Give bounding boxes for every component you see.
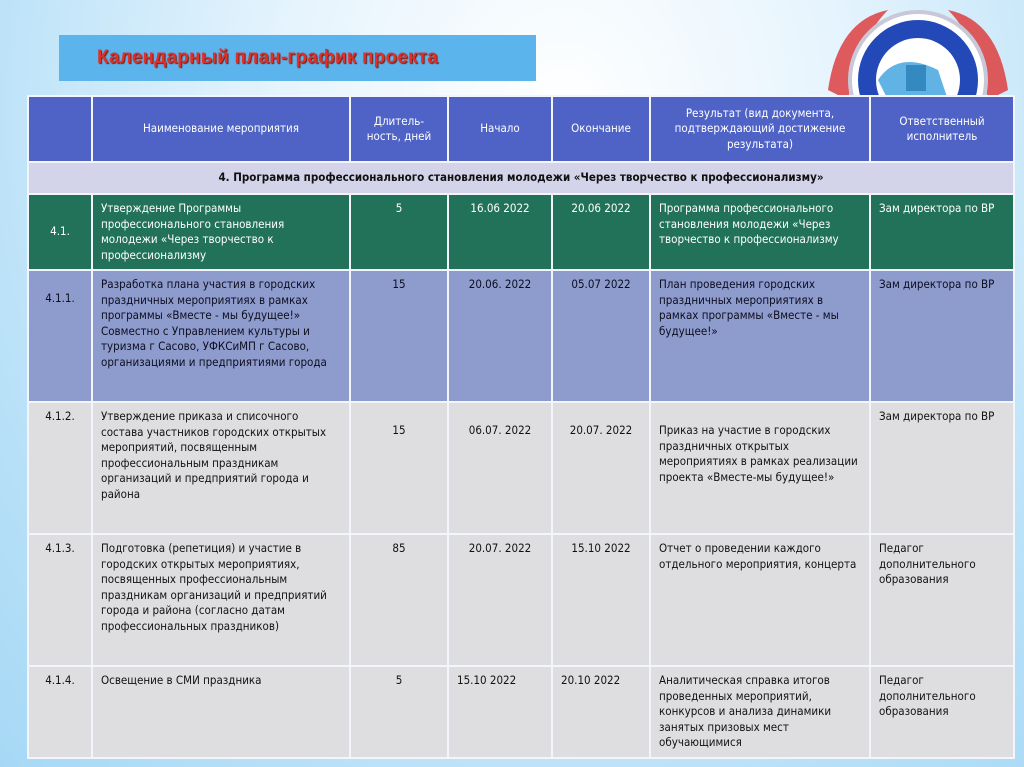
row-result: Отчет о проведении каждого отдельного мероприятия, концерта — [650, 534, 870, 666]
row-end: 20.10 2022 — [552, 666, 650, 758]
college-logo — [818, 0, 1018, 96]
row-days: 15 — [350, 402, 448, 534]
row-name: Утверждение Программы профессионального становления молодежи «Через творчество к профессионализму — [92, 194, 350, 270]
row-result: Приказ на участие в городских праздничных открытых мероприятиях в рамках реализации проекта «Вместе-мы будущее!» — [650, 402, 870, 534]
table-row — [28, 534, 1014, 666]
table-row — [28, 194, 1014, 270]
table-row — [28, 666, 1014, 758]
row-name: Разработка плана участия в городских праздничных мероприятиях в рамках программы «Вместе - мы будущее!» Совместно с Управлением культуры и туризма г Сасово, УФКСиМП г Сасово, организациями и предприятиями города — [92, 270, 350, 402]
row-responsible: Педагог дополнительного образования — [870, 666, 1014, 758]
row-name: Освещение в СМИ праздника — [92, 666, 350, 758]
header-responsible: Ответственный исполнитель — [870, 96, 1014, 162]
row-start: 06.07. 2022 — [448, 402, 552, 534]
row-responsible: Зам директора по ВР — [870, 270, 1014, 402]
row-number: 4.1.1. — [28, 270, 92, 402]
row-start: 20.07. 2022 — [448, 534, 552, 666]
row-result: Программа профессионального становления молодежи «Через творчество к профессионализму — [650, 194, 870, 270]
row-number: 4.1.4. — [28, 666, 92, 758]
row-number: 4.1. — [28, 194, 92, 270]
row-start: 15.10 2022 — [448, 666, 552, 758]
table-row — [28, 402, 1014, 534]
row-name: Утверждение приказа и списочного состава участников городских открытых мероприятий, посвященным профессиональным праздникам организаций и предприятий города и района — [92, 402, 350, 534]
section-title: 4. Программа профессионального становления молодежи «Через творчество к профессионализму» — [28, 162, 1014, 194]
header-duration: Длитель-ность, дней — [350, 96, 448, 162]
row-start: 16.06 2022 — [448, 194, 552, 270]
header-name: Наименование мероприятия — [92, 96, 350, 162]
header-number — [28, 96, 92, 162]
row-days: 15 — [350, 270, 448, 402]
section-row — [28, 162, 1014, 194]
header-start: Начало — [448, 96, 552, 162]
header-end: Окончание — [552, 96, 650, 162]
row-end: 20.06 2022 — [552, 194, 650, 270]
row-number: 4.1.2. — [28, 402, 92, 534]
table-header-row — [28, 96, 1014, 162]
row-number: 4.1.3. — [28, 534, 92, 666]
row-days: 5 — [350, 194, 448, 270]
row-responsible: Зам директора по ВР — [870, 194, 1014, 270]
slide-title-box — [59, 35, 536, 81]
row-responsible: Зам директора по ВР — [870, 402, 1014, 534]
row-result: План проведения городских праздничных мероприятиях в рамках программы «Вместе - мы будущее!» — [650, 270, 870, 402]
row-name: Подготовка (репетиция) и участие в городских открытых мероприятиях, посвященных профессиональным праздникам организаций и предприятий города и района (согласно датам профессиональных праздников) — [92, 534, 350, 666]
row-end: 15.10 2022 — [552, 534, 650, 666]
row-responsible: Педагог дополнительного образования — [870, 534, 1014, 666]
row-days: 85 — [350, 534, 448, 666]
header-result: Результат (вид документа, подтверждающий достижение результата) — [650, 96, 870, 162]
table-row — [28, 270, 1014, 402]
row-start: 20.06. 2022 — [448, 270, 552, 402]
schedule-table — [27, 95, 1015, 759]
slide-title: Календарный план-график проекта — [96, 47, 439, 68]
row-end: 20.07. 2022 — [552, 402, 650, 534]
row-days: 5 — [350, 666, 448, 758]
row-end: 05.07 2022 — [552, 270, 650, 402]
row-result: Аналитическая справка итогов проведенных мероприятий, конкурсов и анализа динамики занятых призовых мест обучающимися — [650, 666, 870, 758]
